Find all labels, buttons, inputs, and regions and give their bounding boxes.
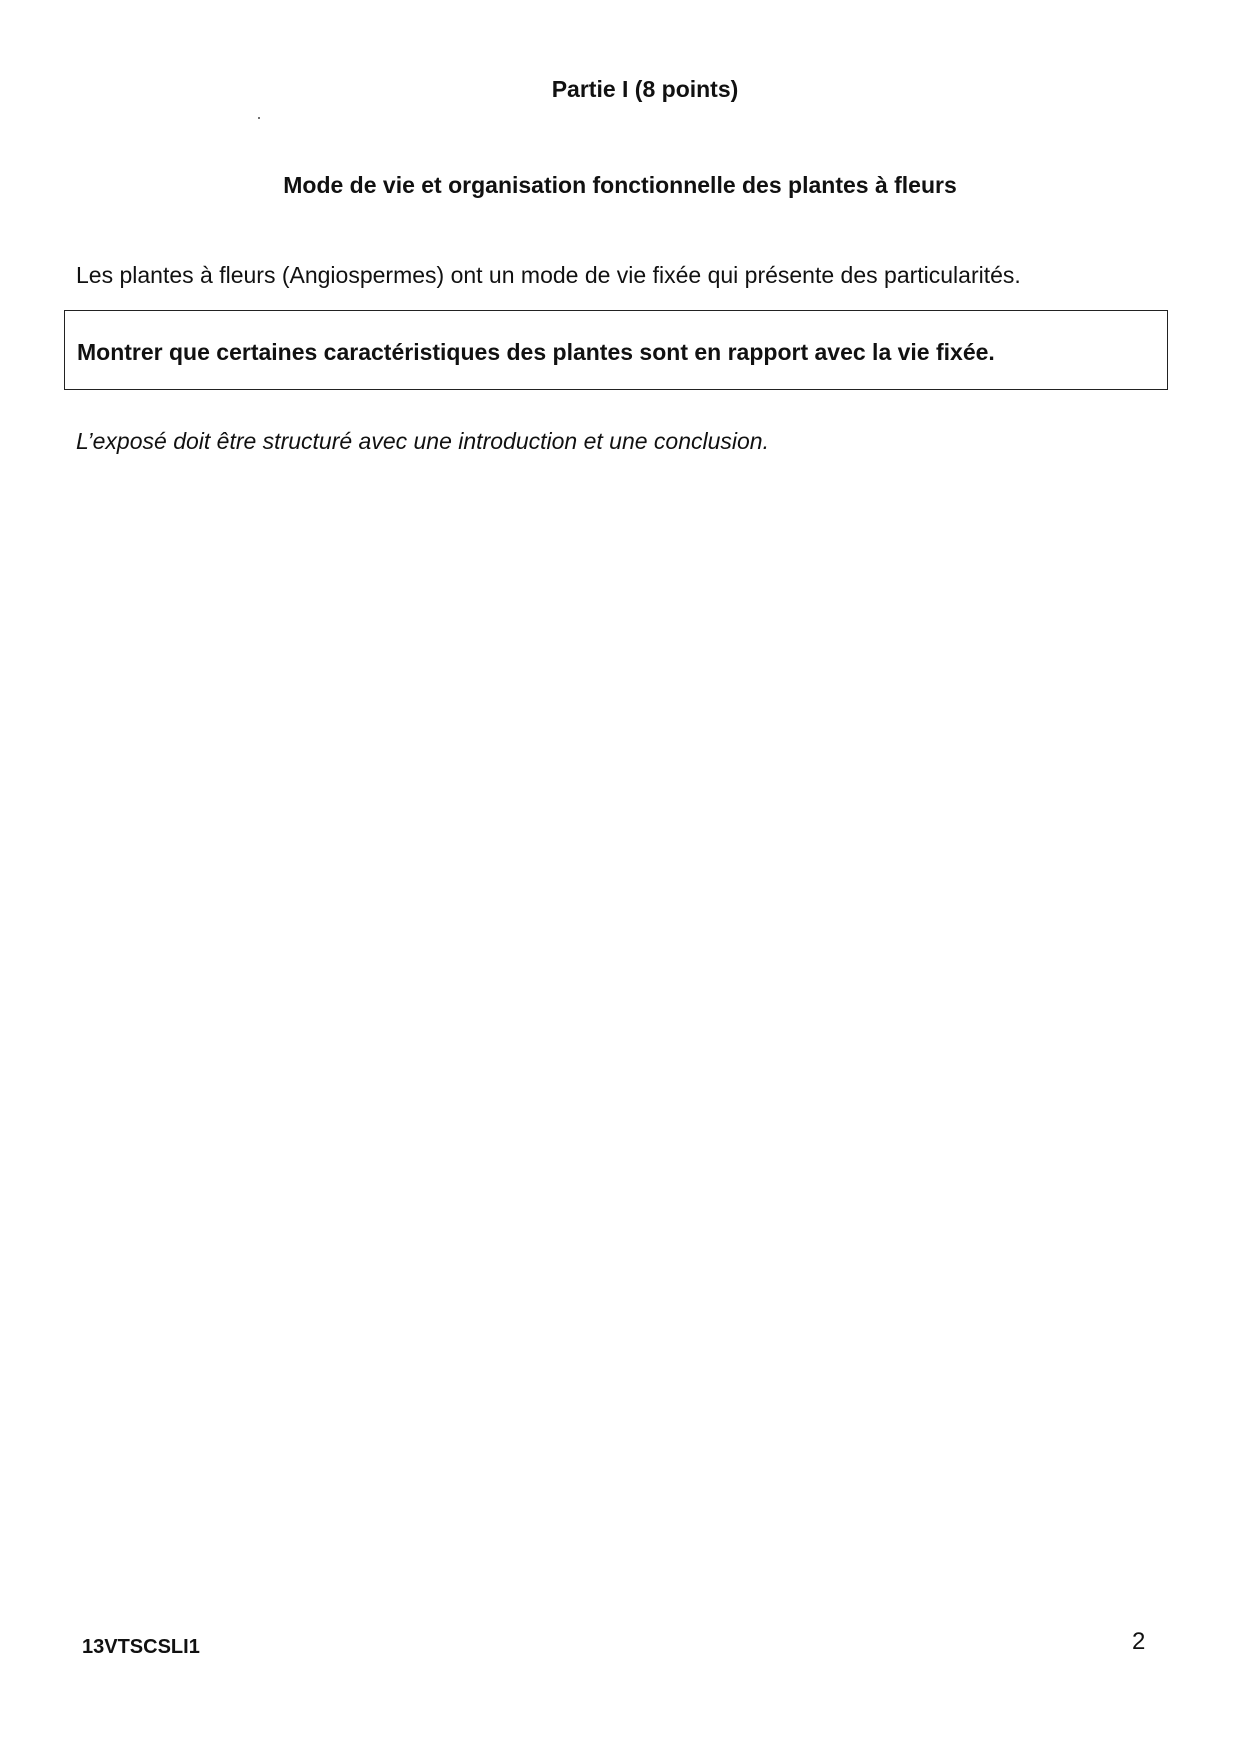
question-box xyxy=(64,310,1168,390)
question-text: Montrer que certaines caractéristiques des plantes sont en rapport avec la vie fixée. xyxy=(77,339,995,365)
document-code: 13VTSCSLI1 xyxy=(82,1636,200,1658)
intro-paragraph: Les plantes à fleurs (Angiospermes) ont un mode de vie fixée qui présente des particularités. xyxy=(76,262,1021,288)
part-title: Partie I (8 points) xyxy=(551,76,739,102)
page-number: 2 xyxy=(1132,1628,1146,1655)
subject-title: Mode de vie et organisation fonctionnelle des plantes à fleurs xyxy=(283,172,957,198)
instruction-text: L’exposé doit être structuré avec une introduction et une conclusion. xyxy=(76,428,769,454)
scan-speck xyxy=(258,117,260,119)
